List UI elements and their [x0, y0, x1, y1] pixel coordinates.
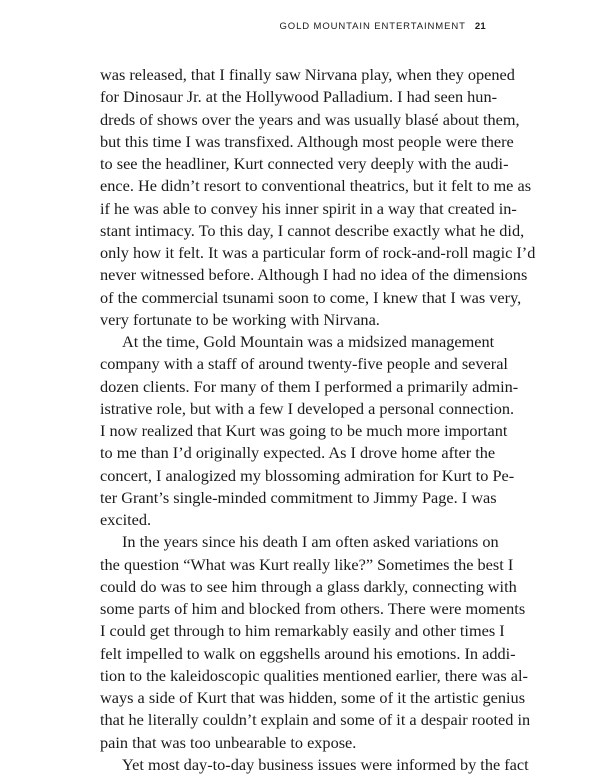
text-line: could do was to see him through a glass darkly, connecting with: [100, 576, 517, 596]
text-line: some parts of him and blocked from others. There were moments: [100, 599, 526, 618]
text-line: excited.: [100, 510, 152, 529]
text-line: but this time I was transfixed. Although most people were there: [100, 131, 514, 151]
text-line: to me than I’d originally expected. As I drove home after the: [100, 443, 496, 463]
text-line: Yet most day-to-day business issues were informed by the fact: [122, 754, 529, 774]
text-line: I now realized that Kurt was going to be much more important: [100, 421, 508, 440]
text-line: felt impelled to walk on eggshells around his emotions. In addi-: [100, 643, 516, 663]
text-line: company with a staff of around twenty-five people and several: [100, 354, 508, 374]
text-line: to see the headliner, Kurt connected very deeply with the audi-: [100, 154, 509, 173]
text-line: never witnessed before. Although I had no idea of the dimensions: [100, 265, 528, 285]
text-line: ter Grant’s single-minded commitment to Jimmy Page. I was: [100, 487, 497, 507]
text-line: only how it felt. It was a particular form of rock-and-roll magic I’d: [100, 243, 536, 262]
text-line: ence. He didn’t resort to conventional theatrics, but it felt to me as: [100, 176, 532, 196]
text-line: At the time, Gold Mountain was a midsized management: [122, 332, 495, 351]
text-line: stant intimacy. To this day, I cannot describe exactly what he did,: [100, 220, 525, 240]
text-line: ways a side of Kurt that was hidden, some of it the artistic genius: [100, 688, 526, 707]
paragraph: [100, 531, 531, 754]
paragraph: [100, 64, 536, 331]
text-line: pain that was too unbearable to expose.: [100, 732, 357, 752]
text-line: concert, I analogized my blossoming admiration for Kurt to Pe-: [100, 465, 515, 485]
text-line: if he was able to convey his inner spirit in a way that created in-: [100, 198, 517, 218]
text-line: In the years since his death I am often asked variations on: [122, 532, 499, 552]
paragraph: [100, 331, 519, 531]
text-line: dozen clients. For many of them I performed a primarily admin-: [100, 376, 519, 396]
running-title: GOLD MOUNTAIN ENTERTAINMENT: [279, 21, 466, 32]
body-text: [100, 64, 536, 776]
text-line: I could get through to him remarkably easily and other times I: [100, 621, 505, 641]
running-head: [100, 21, 486, 32]
text-line: that he literally couldn’t explain and some of it a despair rooted in: [100, 710, 531, 730]
text-line: of the commercial tsunami soon to come, I knew that I was very,: [100, 287, 522, 307]
text-line: very fortunate to be working with Nirvana.: [100, 309, 380, 329]
text-line: istrative role, but with a few I developed a personal connection.: [100, 398, 515, 418]
text-line: tion to the kaleidoscopic qualities mentioned earlier, there was al-: [100, 665, 528, 685]
text-line: for Dinosaur Jr. at the Hollywood Palladium. I had seen hun-: [100, 87, 498, 107]
text-line: dreds of shows over the years and was usually blasé about them,: [100, 109, 520, 129]
text-line: was released, that I finally saw Nirvana play, when they opened: [100, 65, 515, 84]
paragraph: [100, 754, 529, 776]
page-number: 21: [474, 21, 486, 32]
text-line: the question “What was Kurt really like?” Sometimes the best I: [100, 554, 514, 574]
